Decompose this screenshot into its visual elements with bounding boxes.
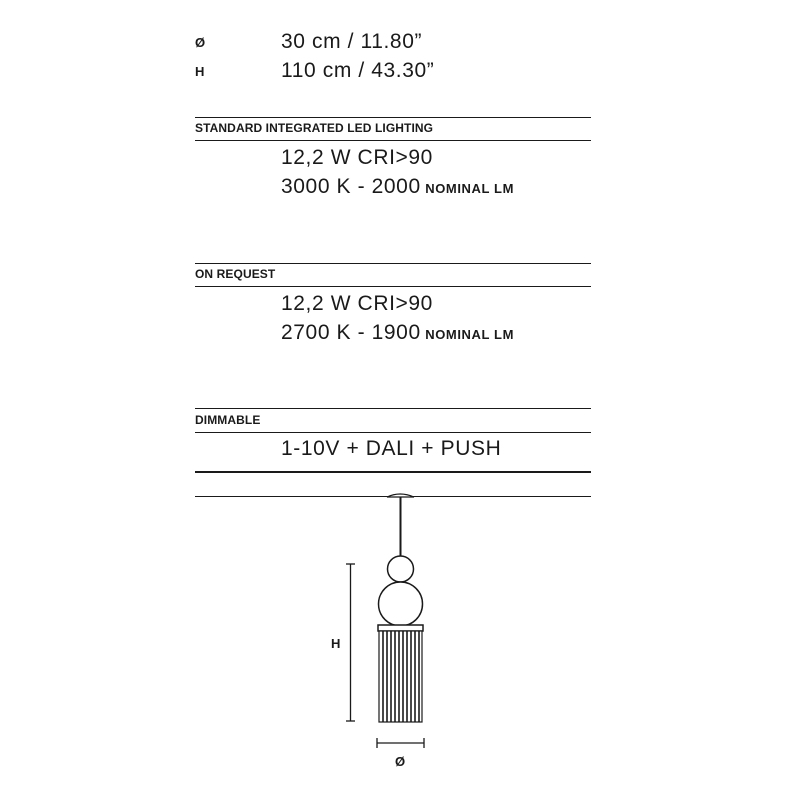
large-sphere <box>379 582 423 626</box>
divider <box>195 471 591 473</box>
drawing-height-label: H <box>331 636 341 651</box>
diameter-dimension <box>377 738 424 748</box>
canopy-icon <box>387 494 414 497</box>
on-request-output <box>281 321 514 345</box>
standard-output <box>281 175 514 199</box>
standard-power: 12,2 W CRI>90 <box>281 146 433 169</box>
standard-section-title: STANDARD INTEGRATED LED LIGHTING <box>195 121 434 135</box>
divider <box>195 286 591 287</box>
divider <box>195 263 591 264</box>
drawing-diameter-label: Ø <box>395 754 406 769</box>
standard-output-value: 3000 K - 2000 <box>281 175 421 198</box>
divider <box>195 432 591 433</box>
on-request-output-unit: NOMINAL LM <box>425 327 515 342</box>
on-request-power: 12,2 W CRI>90 <box>281 292 433 315</box>
on-request-output-value: 2700 K - 1900 <box>281 321 421 344</box>
collar <box>378 625 423 631</box>
standard-output-unit: NOMINAL LM <box>425 181 515 196</box>
small-sphere <box>388 556 414 582</box>
height-key: H <box>195 64 205 79</box>
divider <box>195 117 591 118</box>
height-value: 110 cm / 43.30” <box>281 59 435 82</box>
diameter-key: Ø <box>195 35 206 50</box>
dimmable-value: 1-10V + DALI + PUSH <box>281 437 502 460</box>
divider <box>195 408 591 409</box>
on-request-section-title: ON REQUEST <box>195 267 276 281</box>
pendant-lamp-drawing <box>320 490 440 750</box>
dimmable-section-title: DIMMABLE <box>195 413 261 427</box>
diameter-value: 30 cm / 11.80” <box>281 30 423 53</box>
height-dimension <box>346 564 355 721</box>
divider <box>195 140 591 141</box>
